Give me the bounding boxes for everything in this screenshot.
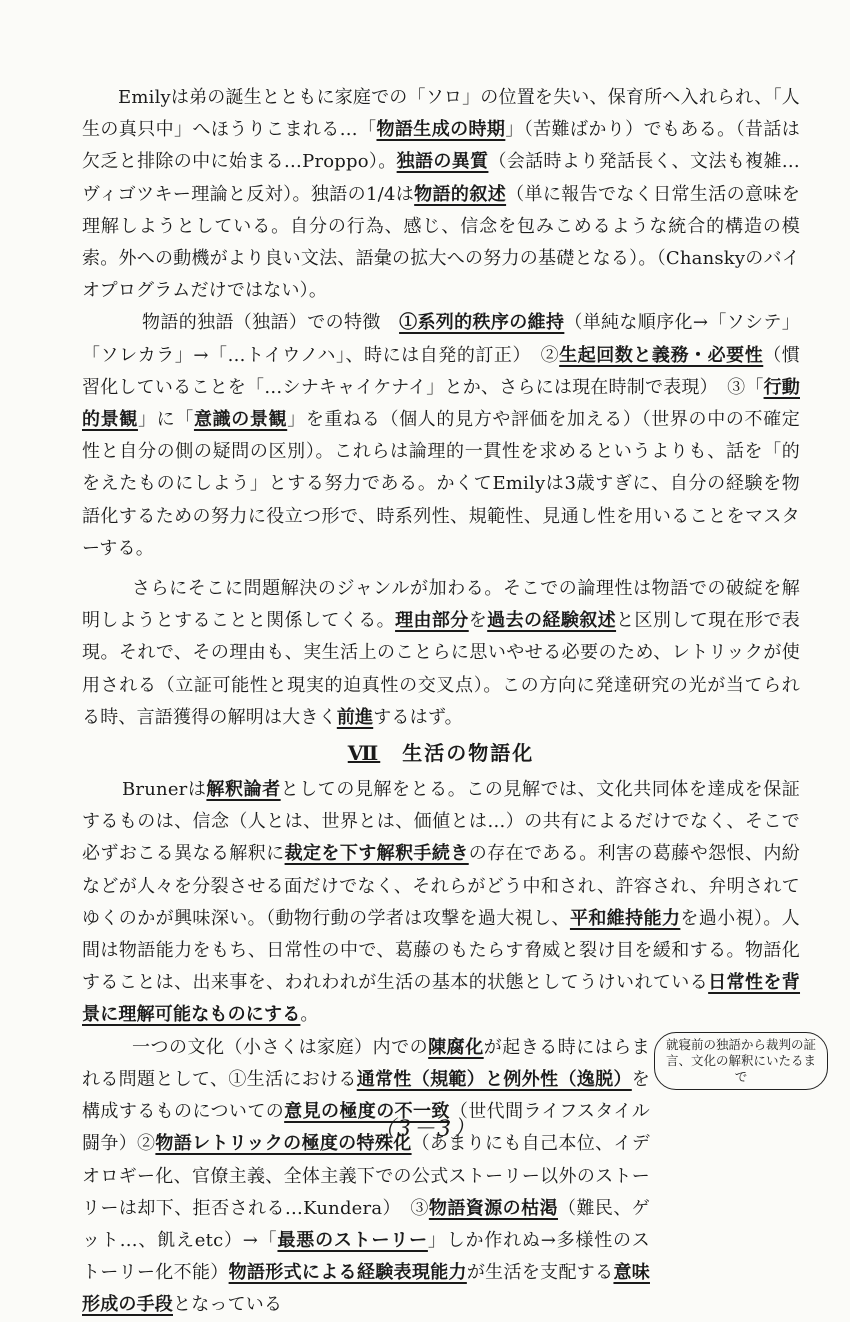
underlined-term: 意味形成の手段 xyxy=(82,1262,650,1316)
text-span: としての見解をとる。この見解では、文化共同体を達成を保証するものは、信念（人とは、世界とは、価値とは…）の共有によるだけでなく、そこで必ずおこる異なる解釈に xyxy=(82,779,800,865)
underlined-term: 過去の経験叙述 xyxy=(487,610,617,632)
side-note-bubble: 就寝前の独語から裁判の証言、文化の解釈にいたるまで xyxy=(654,1032,828,1090)
text-span: 」を重ねる（個人的見方や評価を加える）（世界の中の不確定性と自分の側の疑問の区別）。これらは論理的一貫性を求めるというよりも、話を「的をえたものにしよう」とする努力である。かくてEmilyは3歳すぎに、自分の経験を物語化するための努力に役立つ形で、時系列性、規範性、見通し性を用いることをマスターする。 xyxy=(82,409,801,559)
underlined-term: 通常性（規範）と例外性（逸脱） xyxy=(356,1068,632,1090)
underlined-term: 物語的叙述 xyxy=(414,183,507,205)
text-span: （会話時より発話長く、文法も複雑…ヴィゴツキー理論と反対）。独語の1/4は xyxy=(82,151,800,205)
underlined-term: 生起回数と義務・必要性 xyxy=(559,344,764,366)
text-span: （単純な順序化→「ソシテ」「ソレカラ」→「…トイウノハ」、時には自発的訂正） xyxy=(82,312,800,366)
text-span: と区別して現在形で表現。それで、その理由も、実生活上のことらに思いやせる必要のため、レトリックが使用される（立証可能性と現実的迫真性の交叉点）。この方向に発達研究の光が当てられる時、言語獲得の解明は大きく xyxy=(82,610,800,728)
text-span: 」しか作れぬ→多様性のストーリー化不能） xyxy=(82,1229,650,1284)
text-span: （慣習化していることを「…シナキャイケナイ」とか、さらには現在時制で表現） ③「 xyxy=(82,344,801,398)
underlined-term: ①系列的秩序の維持 xyxy=(399,312,565,334)
text-span: （世代間ライフスタイル闘争）② xyxy=(82,1101,650,1155)
text-span: が生活を支配する xyxy=(466,1262,614,1284)
text-span: ② xyxy=(540,344,560,366)
text-span: 。 xyxy=(300,1004,319,1026)
underlined-term: 物語形式による経験表現能力 xyxy=(228,1262,467,1284)
text-span: 」に「 xyxy=(137,409,194,431)
underlined-term: 陳腐化 xyxy=(428,1036,484,1058)
section-heading xyxy=(82,736,800,770)
text-span: を過小視）。人間は物語能力をもち、日常性の中で、葛藤のもたらす脅威と裂け目を緩和する。物語化することは、出来事を、われわれが生活の基本的状態としてうけいれている xyxy=(82,907,801,994)
paragraph-3 xyxy=(82,573,800,734)
page-number: （3－3） xyxy=(373,1117,477,1142)
underlined-term: 行動的景観 xyxy=(82,376,800,431)
underlined-term: 裁定を下す解釈手続き xyxy=(284,843,469,865)
underlined-term: 物語資源の枯渇 xyxy=(428,1197,559,1219)
text-span: 物語的独語（独語）での特徴 xyxy=(142,312,400,334)
underlined-term: 解釈論者 xyxy=(206,779,281,801)
text-span: 一つの文化（小さくは家庭）内での xyxy=(132,1036,429,1058)
underlined-term: 物語レトリックの極度の特殊化 xyxy=(155,1133,412,1155)
text-span: を xyxy=(468,610,488,632)
text-span: するはず。 xyxy=(373,706,463,728)
section-number: Ⅶ xyxy=(347,741,381,766)
underlined-term: 前進 xyxy=(336,706,374,728)
section-title: 生活の物語化 xyxy=(402,741,535,766)
underlined-term: 理由部分 xyxy=(395,610,469,632)
text-span: （難民、ゲット…、飢えetc）→「 xyxy=(82,1197,651,1251)
underlined-term: 日常性を背景に理解可能なものにする xyxy=(82,972,801,1026)
underlined-term: 最悪のストーリー xyxy=(277,1229,428,1251)
text-span: （単に報告でなく日常生活の意味を理解しようとしている。自分の行為、感じ、信念を包みこめるような統合的構造の模索。外への動機がより良い文法、語彙の拡大への努力の基礎となる）。（Chanskyのバイオプログラムだけではない）。 xyxy=(82,183,801,302)
paragraph-4 xyxy=(82,774,800,1032)
underlined-term: 平和維持能力 xyxy=(569,907,681,929)
text-span: Brunerは xyxy=(122,779,207,801)
text-span: さらにそこに問題解決のジャンルが加わる。そこでの論理性は物語での破綻を解明しようとすることと関係してくる。 xyxy=(82,578,800,632)
text-span: となっている xyxy=(173,1294,283,1316)
underlined-term: 独語の異質 xyxy=(396,151,489,173)
underlined-term: 意見の極度の不一致 xyxy=(284,1101,450,1123)
text-span: 」（苦難ばかり）でもある。（昔話は欠乏と排除の中に始まる…Proppo）。 xyxy=(82,119,801,173)
underlined-term: 物語生成の時期 xyxy=(376,119,506,141)
text-span: の存在である。利害の葛藤や怨恨、内紛などが人々を分裂させる面だけでなく、それらがどう中和され、許容され、弁明されてゆくのかが興味深い。（動物行動の学者は攻撃を過大視し、 xyxy=(82,843,800,929)
text-span: を構成するものについての xyxy=(82,1068,650,1123)
text-span: Emilyは弟の誕生とともに家庭での「ソロ」の位置を失い、保育所へ入れられ、「人生の真只中」へほうりこまれる…「 xyxy=(82,87,800,141)
text-span: （あまりにも自己本位、イデオロギー化、官僚主義、全体主義下での公式ストーリー以外のストーリーは却下、拒否される…Kundera） ③ xyxy=(82,1133,650,1219)
underlined-term: 意識の景観 xyxy=(193,409,288,431)
paragraph-2 xyxy=(82,307,800,565)
paragraph-1 xyxy=(82,82,800,307)
text-span: が起きる時にはらまれる問題として、①生活における xyxy=(82,1036,650,1090)
